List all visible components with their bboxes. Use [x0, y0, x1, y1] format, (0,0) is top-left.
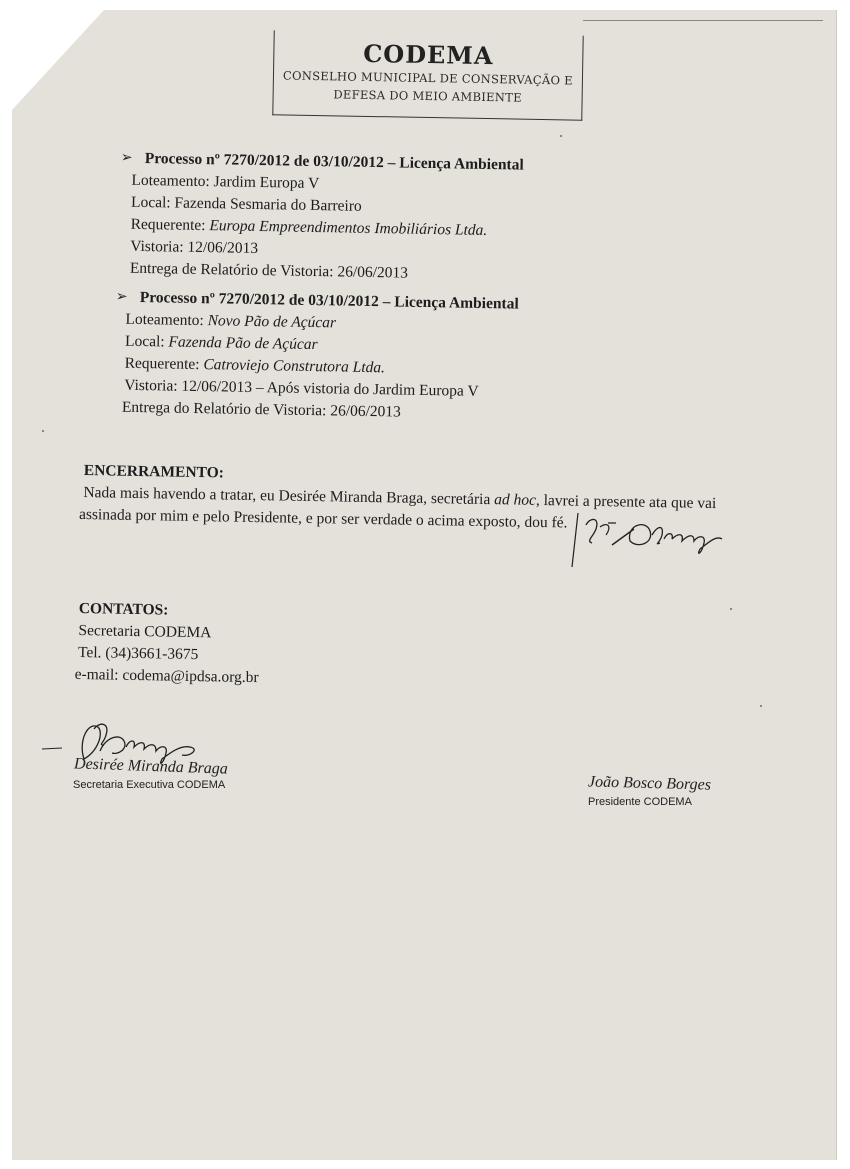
- encerramento-title: ENCERRAMENTO:: [83, 461, 225, 482]
- arrow-bullet-icon: ➢: [115, 289, 128, 305]
- contatos-title: CONTATOS:: [78, 599, 169, 619]
- stamp-line-2: DEFESA DO MEIO AMBIENTE: [333, 87, 522, 105]
- contatos-secretaria: Secretaria CODEMA: [78, 621, 212, 642]
- scan-speck: [760, 705, 762, 707]
- vistoria-line: Vistoria: 12/06/2013: [130, 237, 259, 257]
- requerente-value: Europa Empreendimentos Imobiliários Ltda.: [209, 217, 488, 239]
- secretaria-name: Desirée Miranda Braga: [73, 755, 229, 778]
- scan-speck: [42, 430, 44, 432]
- local-label: Local:: [130, 193, 175, 212]
- process-item-1: [120, 148, 524, 287]
- encerramento-text-2: , lavrei a presente ata que vai: [535, 491, 717, 513]
- entrega-line: Entrega de Relatório de Vistoria: 26/06/2013: [129, 259, 409, 282]
- contatos-email: e-mail: codema@ipdsa.org.br: [74, 665, 259, 687]
- top-rule: [583, 20, 823, 21]
- process-heading: Processo nº 7270/2012 de 03/10/2012 – Licença Ambiental: [144, 149, 524, 174]
- process-item-2: [115, 287, 519, 426]
- local-value: Fazenda Sesmaria do Barreiro: [174, 194, 362, 215]
- encerramento-text-3: assinada por mim e pelo Presidente, e por ser verdade o acima exposto, dou fé.: [78, 505, 568, 532]
- arrow-bullet-icon: ➢: [120, 150, 133, 166]
- ad-hoc-text: ad hoc: [494, 491, 537, 509]
- contatos-tel: Tel. (34)3661-3675: [77, 643, 199, 664]
- codema-stamp: [272, 30, 583, 120]
- folded-corner: [12, 10, 104, 110]
- loteamento-value: Novo Pão de Açúcar: [207, 312, 337, 332]
- entrega-line: Entrega do Relatório de Vistoria: 26/06/2013: [121, 398, 402, 421]
- loteamento-label: Loteamento:: [125, 310, 208, 330]
- requerente-label: Requerente:: [130, 215, 210, 235]
- presidente-name: João Bosco Borges: [587, 773, 712, 794]
- scan-speck: [730, 608, 732, 610]
- loteamento-value: Jardim Europa V: [213, 173, 320, 193]
- local-label: Local:: [124, 332, 169, 351]
- local-value: Fazenda Pão de Açúcar: [168, 333, 318, 354]
- stamp-line-1: CONSELHO MUNICIPAL DE CONSERVAÇÃO E: [282, 68, 574, 88]
- scan-speck: [560, 135, 562, 137]
- vistoria-line: Vistoria: 12/06/2013 – Após vistoria do Jardim Europa V: [124, 376, 479, 400]
- process-heading: Processo nº 7270/2012 de 03/10/2012 – Licença Ambiental: [139, 288, 519, 313]
- presidente-role: Presidente CODEMA: [588, 796, 692, 808]
- requerente-label: Requerente:: [124, 354, 204, 374]
- loteamento-label: Loteamento:: [131, 171, 214, 191]
- requerente-value: Catroviejo Construtora Ltda.: [203, 356, 386, 377]
- handwritten-signature-1: [568, 505, 738, 575]
- encerramento-text-1: Nada mais havendo a tratar, eu Desirée Miranda Braga, secretária: [83, 483, 495, 509]
- stamp-title: CODEMA: [362, 38, 494, 71]
- contatos-section: [74, 598, 260, 689]
- secretaria-role: Secretaria Executiva CODEMA: [73, 779, 226, 791]
